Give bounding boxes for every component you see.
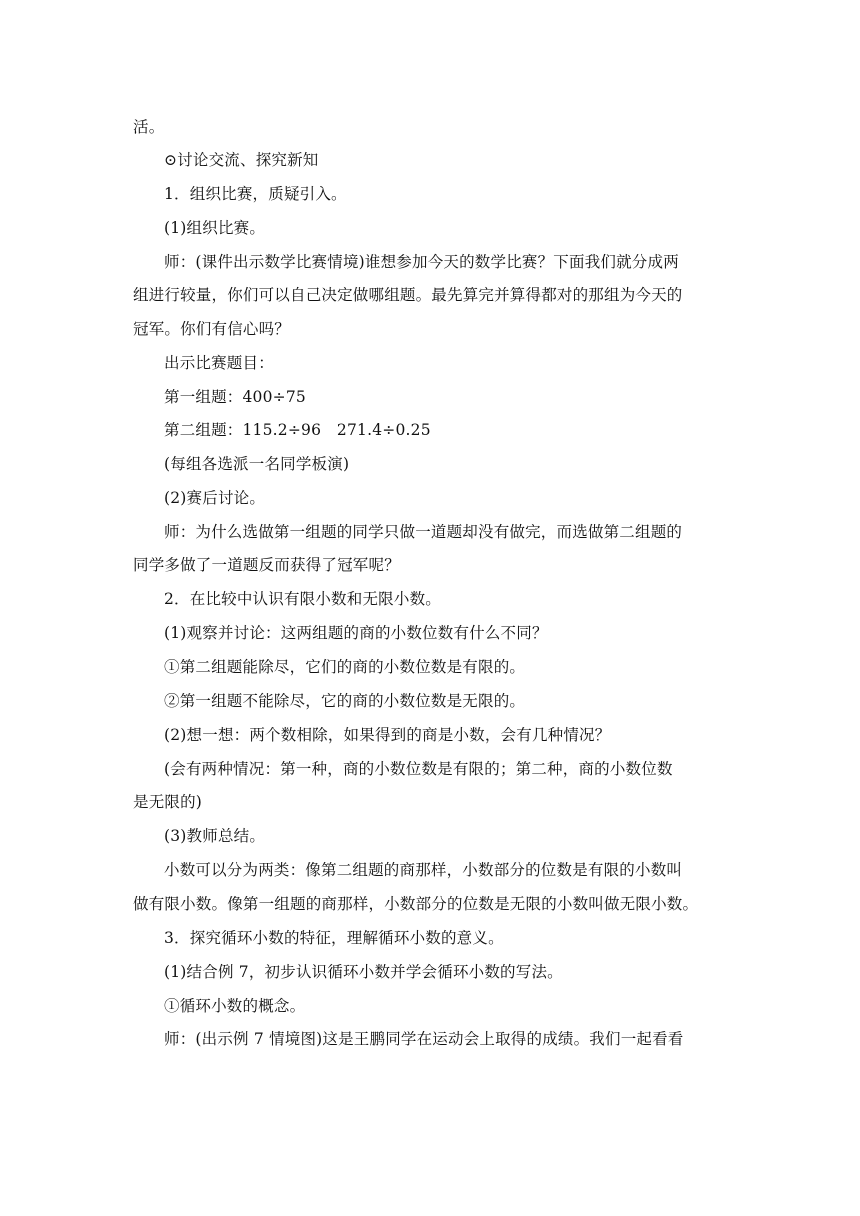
text-line: (1)结合例 7，初步认识循环小数并学会循环小数的写法。 [164, 963, 563, 981]
text-line: ①第二组题能除尽，它们的商的小数位数是有限的。 [164, 658, 526, 676]
text-line: (每组各选派一名同学板演) [164, 455, 350, 473]
text-line: (2)赛后讨论。 [164, 489, 266, 507]
text-line: 活。 [133, 118, 165, 136]
text-line: 师：为什么选做第一组题的同学只做一道题却没有做完，而选做第二组题的 [164, 523, 683, 541]
text-line: 冠军。你们有信心吗？ [133, 320, 291, 338]
text-line: ②第一组题不能除尽，它的商的小数位数是无限的。 [164, 692, 526, 710]
text-line: (3)教师总结。 [164, 827, 266, 845]
text-line: (会有两种情况：第一种，商的小数位数是有限的；第二种，商的小数位数 [164, 760, 673, 778]
text-line: ①循环小数的概念。 [164, 997, 306, 1015]
text-line: 同学多做了一道题反而获得了冠军呢？ [133, 556, 400, 574]
text-line: 小数可以分为两类：像第二组题的商那样，小数部分的位数是有限的小数叫 [164, 861, 683, 879]
text-line: 2．在比较中认识有限小数和无限小数。 [164, 590, 441, 608]
text-line: 第一组题：400÷75 [164, 388, 306, 406]
text-line: 组进行较量，你们可以自己决定做哪组题。最先算完并算得都对的那组为今天的 [133, 286, 683, 304]
text-line: 师：(出示例 7 情境图)这是王鹏同学在运动会上取得的成绩。我们一起看看 [164, 1030, 684, 1048]
section-heading: ⊙讨论交流、探究新知 [164, 151, 319, 169]
text-line: (1)组织比赛。 [164, 219, 266, 237]
text-line: (1)观察并讨论：这两组题的商的小数位数有什么不同？ [164, 624, 548, 642]
text-line: 是无限的) [133, 793, 203, 811]
text-line: 出示比赛题目： [164, 354, 274, 372]
text-line: (2)想一想：两个数相除，如果得到的商是小数，会有几种情况？ [164, 726, 611, 744]
text-line: 师：(课件出示数学比赛情境)谁想参加今天的数学比赛？下面我们就分成两 [164, 253, 679, 271]
text-line: 3．探究循环小数的特征，理解循环小数的意义。 [164, 929, 504, 947]
text-line: 第二组题：115.2÷96 271.4÷0.25 [164, 421, 431, 439]
text-line: 做有限小数。像第一组题的商那样，小数部分的位数是无限的小数叫做无限小数。 [133, 895, 699, 913]
text-line: 1．组织比赛，质疑引入。 [164, 185, 347, 203]
